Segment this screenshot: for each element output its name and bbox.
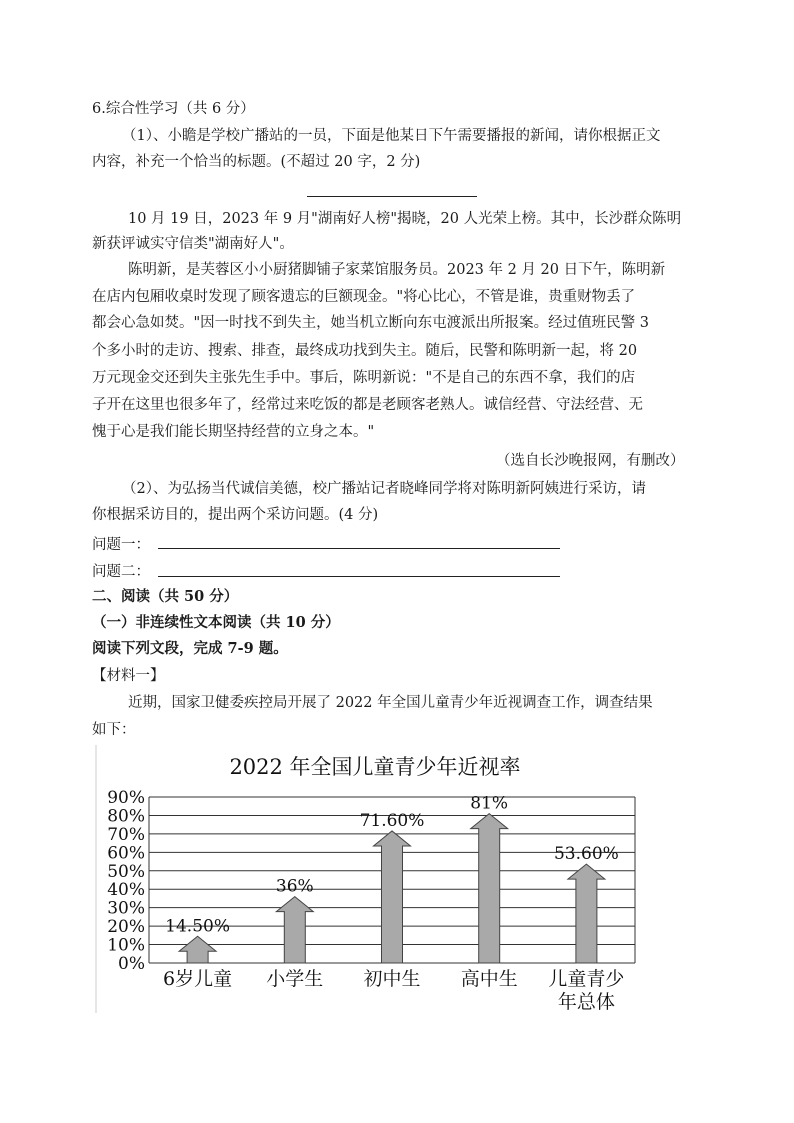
x-category-label: 年总体	[557, 991, 615, 1013]
news-line-6: 个多小时的走访、搜索、排查，最终成功找到失主。随后，民警和陈明新一起，将 20	[92, 343, 638, 359]
x-category-label: 6岁儿童	[163, 968, 233, 990]
question-two-label: 问题二：	[92, 564, 150, 580]
q6-title: 6.综合性学习（共 6 分）	[92, 101, 255, 117]
news-line-7: 万元现金交还到失主张先生手中。事后，陈明新说："不是自己的东西不拿，我们的店	[92, 370, 636, 386]
bar-value-label: 53.60%	[553, 844, 619, 865]
chart-title: 2022 年全国儿童青少年近视率	[229, 755, 521, 779]
news-source: （选自长沙晚报网，有删改）	[496, 453, 685, 469]
y-tick-label: 0%	[118, 954, 145, 974]
material-intro-line2: 如下：	[92, 722, 136, 738]
bar-value-label: 14.50%	[165, 916, 231, 937]
question-one-label: 问题一：	[92, 537, 150, 553]
question-two-answer-line[interactable]	[158, 576, 560, 577]
reading-instruction: 阅读下列文段，完成 7-9 题。	[92, 640, 288, 657]
subsection-heading: （一）非连续性文本阅读（共 10 分）	[92, 614, 340, 631]
news-line-5: 都会心急如焚。"因一时找不到失主，她当机立断向东屯渡派出所报案。经过值班民警 3	[92, 315, 650, 331]
x-category-label: 初中生	[363, 968, 421, 990]
y-tick-label: 60%	[107, 843, 145, 864]
y-tick-label: 80%	[107, 806, 145, 827]
x-category-label: 小学生	[266, 968, 324, 990]
news-line-1: 10 月 19 日，2023 年 9 月"湖南好人榜"揭晓，20 人光荣上榜。其中，长沙群众陈明	[128, 211, 682, 227]
y-tick-label: 50%	[107, 861, 145, 882]
y-tick-label: 90%	[107, 788, 145, 808]
question-one-answer-line[interactable]	[158, 548, 560, 549]
bar-value-label: 71.60%	[359, 810, 425, 831]
y-tick-label: 40%	[107, 880, 145, 901]
y-tick-label: 70%	[107, 824, 145, 845]
news-line-3: 陈明新，是芙蓉区小小厨猪脚铺子家菜馆服务员。2023 年 2 月 20 日下午，陈明新	[128, 262, 666, 278]
q6-part1-line1: （1）、小瞻是学校广播站的一员，下面是他某日下午需要播报的新闻，请你根据正文	[122, 128, 661, 144]
section-heading: 二、阅读（共 50 分）	[92, 588, 239, 605]
y-tick-label: 10%	[107, 935, 145, 956]
y-tick-label: 30%	[107, 898, 145, 919]
x-category-label: 高中生	[460, 968, 518, 990]
news-line-2: 新获评诚实守信类"湖南好人"。	[92, 236, 294, 252]
news-line-8: 子开在这里也很多年了，经常过来吃饭的都是老顾客老熟人。诚信经营、守法经营、无	[92, 397, 643, 413]
bar-value-label: 36%	[275, 876, 314, 897]
x-category-label: 儿童青少	[548, 968, 625, 990]
q6-part2-line2: 你根据采访目的，提出两个采访问题。(4 分)	[92, 507, 379, 523]
material-label: 【材料一】	[92, 668, 165, 684]
q6-part2-line1: （2）、为弘扬当代诚信美德，校广播站记者晓峰同学将对陈明新阿姨进行采访，请	[122, 481, 646, 497]
bar-value-label: 81%	[470, 793, 509, 814]
news-line-4: 在店内包厢收桌时发现了顾客遗忘的巨额现金。"将心比心，不管是谁，贵重财物丢了	[92, 289, 636, 305]
myopia-bar-chart	[93, 745, 653, 1017]
y-tick-label: 20%	[107, 917, 145, 938]
news-line-9: 愧于心是我们能长期坚持经营的立身之本。"	[92, 424, 375, 440]
material-intro-line1: 近期，国家卫健委疾控局开展了 2022 年全国儿童青少年近视调查工作，调查结果	[128, 695, 653, 711]
title-answer-line[interactable]	[307, 196, 477, 197]
q6-part1-line2: 内容，补充一个恰当的标题。(不超过 20 字，2 分)	[92, 154, 421, 170]
